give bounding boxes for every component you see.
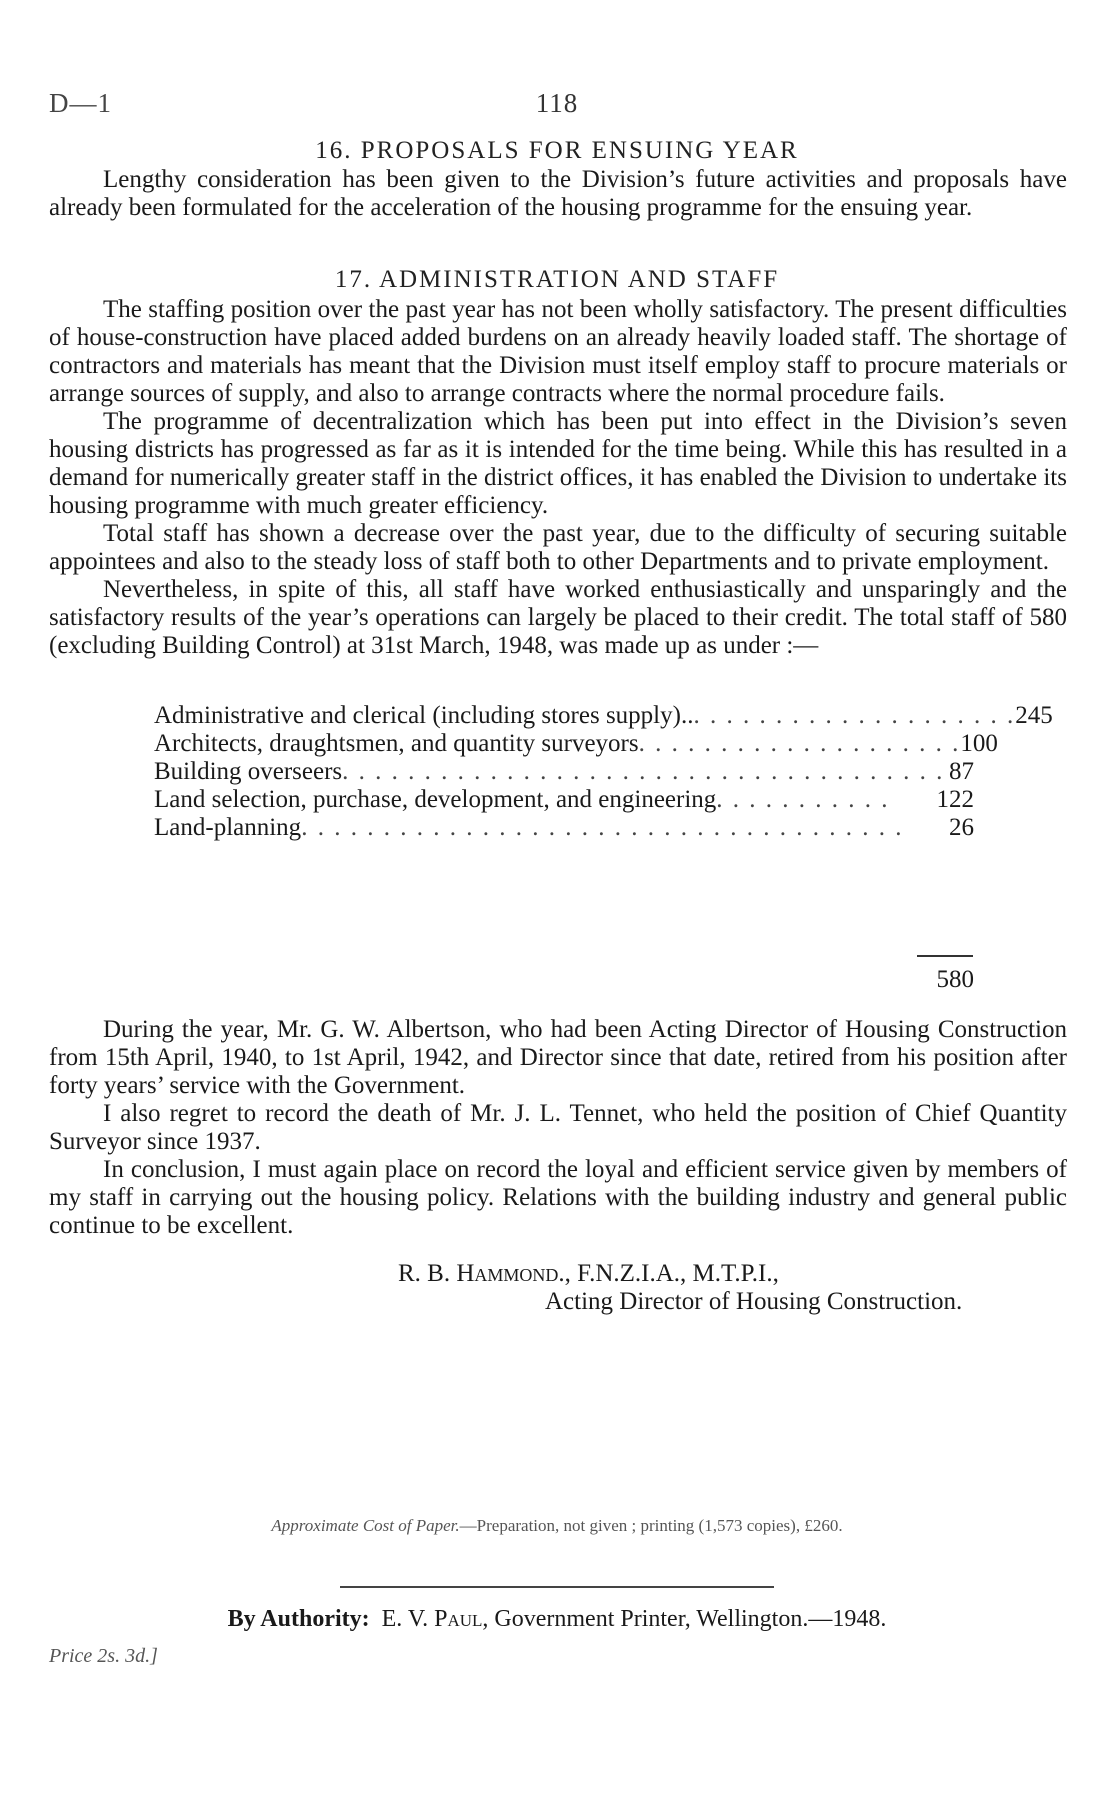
section17-paragraph-4: Nevertheless, in spite of this, all staff have worked enthusiastically and unsparingly and the satisfactory results of the year’s operations can largely be placed to their credit. The total staff of 580 (excluding Building Control) at 31st March, 1948, was made up as under :— — [49, 576, 1067, 659]
section16-paragraph: Lengthy consideration has been given to the Division’s future activities and proposals have already been formulated for the acceleration of the housing programme for the ensuing year. — [49, 166, 1067, 221]
signature-initials: R. B. — [398, 1260, 451, 1287]
staff-table — [154, 702, 1053, 842]
staff-row-overseers: Building overseers . . . . . . . . . . . . . . . . . . . . . . . . . . . . . . . . . . . . . 87 — [154, 758, 974, 785]
staff-row-land-selection: Land selection, purchase, development, and engineering . . . . . . . . . . . 122 — [154, 786, 974, 813]
staff-total: 580 — [936, 966, 974, 993]
staff-row-value: 100 — [960, 730, 998, 757]
section17-body — [49, 296, 1067, 660]
staff-row-label: Administrative and clerical (including stores supply).. — [154, 702, 694, 729]
staff-row-value: 245 — [1015, 702, 1053, 729]
printer-surname: Paul — [434, 1606, 483, 1632]
staff-row-architects: Architects, draughtsmen, and quantity surveyors . . . . . . . . . . . . . . . . . . . . 100 — [154, 730, 998, 757]
total-rule — [917, 955, 973, 957]
section17-paragraph-2: The programme of decentralization which has been put into effect in the Division’s seven housing districts has progressed as far as it is intended for the time being. While this has resulted in a demand for numerically greater staff in the district offices, it has enabled the Division to undertake its housing programme with much greater efficiency. — [49, 408, 1067, 519]
price-note: Price 2s. 3d.] — [49, 1645, 158, 1667]
section16-body — [49, 166, 1067, 222]
staff-row-label: Land-planning — [154, 814, 302, 841]
authority-rest: , Government Printer, Wellington.—1948. — [482, 1606, 887, 1632]
staff-row-admin: Administrative and clerical (including stores supply).. . . . . . . . . . . . . . . . . . . . . 245 — [154, 702, 1053, 729]
staff-row-label: Land selection, purchase, development, and engineering — [154, 786, 717, 813]
section17-paragraph-1: The staffing position over the past year has not been wholly satisfactory. The present difficulties of house-construction have placed added burdens on an already heavily loaded staff. The shortage of contractors and materials has meant that the Division must itself employ staff to procure materials or arrange sources of supply, and also to arrange contracts where the normal procedure fails. — [49, 296, 1067, 407]
section16-heading: 16. PROPOSALS FOR ENSUING YEAR — [315, 137, 799, 164]
authority-line — [0, 1606, 1114, 1633]
cost-footnote-label: Approximate Cost of Paper. — [271, 1516, 460, 1535]
section17-heading: 17. ADMINISTRATION AND STAFF — [334, 266, 780, 293]
closing-body — [49, 1016, 1067, 1240]
cost-footnote — [0, 1516, 1114, 1536]
cost-footnote-text: —Preparation, not given ; printing (1,573 copies), £260. — [459, 1516, 843, 1535]
header-left-code: D—1 — [49, 88, 112, 118]
closing-paragraph-3: In conclusion, I must again place on record the loyal and efficient service given by members of my staff in carrying out the housing policy. Relations with the building industry and general public continue to be excellent. — [49, 1156, 1067, 1239]
staff-row-land-planning: Land-planning . . . . . . . . . . . . . . . . . . . . . . . . . . . . . . . . . . . . . 26 — [154, 814, 974, 841]
staff-row-label: Building overseers — [154, 758, 343, 785]
staff-row-value: 87 — [949, 758, 974, 785]
page-number: 118 — [535, 88, 579, 118]
closing-paragraph-1: During the year, Mr. G. W. Albertson, who had been Acting Director of Housing Construction from 15th April, 1940, to 1st April, 1942, and Director since that date, retired from his position after forty years’ service with the Government. — [49, 1016, 1067, 1099]
section17-paragraph-3: Total staff has shown a decrease over the past year, due to the difficulty of securing suitable appointees and also to the steady loss of staff both to other Departments and to private employment. — [49, 520, 1067, 575]
signature-qualifications: ., F.N.Z.I.A., M.T.P.I., — [558, 1260, 779, 1287]
signature-name — [398, 1260, 779, 1288]
closing-paragraph-2: I also regret to record the death of Mr. J. L. Tennet, who held the position of Chief Quantity Surveyor since 1937. — [49, 1100, 1067, 1155]
signature-title: Acting Director of Housing Construction. — [545, 1288, 963, 1315]
authority-prefix: By Authority: — [227, 1606, 370, 1632]
signature-surname: Hammond — [456, 1260, 559, 1287]
staff-row-value: 26 — [949, 814, 974, 841]
staff-row-value: 122 — [936, 786, 974, 813]
printer-initials: E. V. — [381, 1606, 429, 1632]
staff-row-label: Architects, draughtsmen, and quantity surveyors — [154, 730, 639, 757]
footer-rule — [340, 1586, 774, 1588]
